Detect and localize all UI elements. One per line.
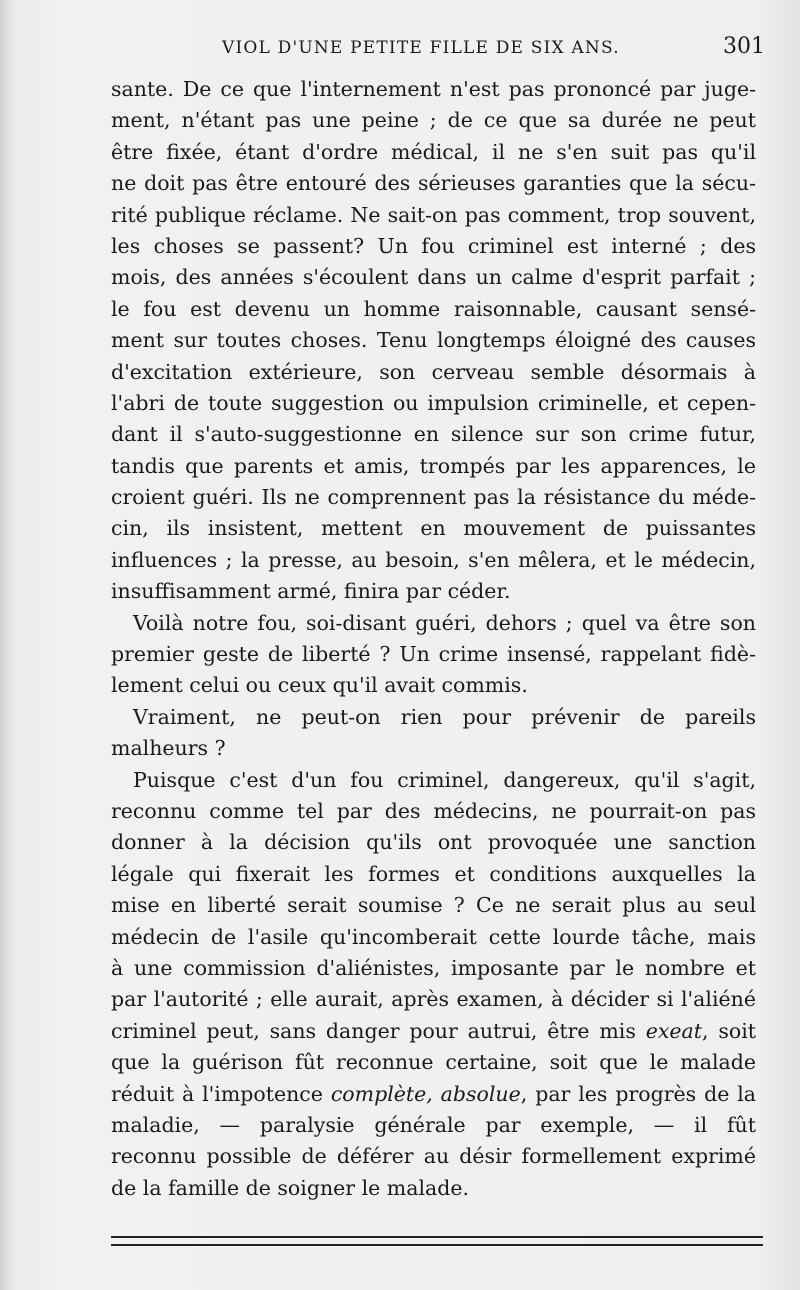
footer-rule-top — [111, 1236, 763, 1238]
text-line: que la guérison fût reconnue certaine, soit que le malade — [111, 1050, 756, 1075]
text-line: insuffisamment armé, finira par céder. — [111, 579, 511, 604]
page-header — [110, 34, 765, 70]
text-line: ne doit pas être entouré des sérieuses garanties que la sécu- — [111, 171, 756, 196]
text-line: Vraiment, ne peut-on rien pour prévenir de pareils — [133, 704, 756, 729]
text-line: Puisque c'est d'un fou criminel, dangereux, qu'il s'agit, — [133, 767, 756, 792]
text-line: les choses se passent? Un fou criminel est interné ; des — [111, 233, 756, 258]
text-line: médecin de l'asile qu'incomberait cette lourde tâche, mais — [111, 924, 756, 949]
text-line: dant il s'auto-suggestionne en silence sur son crime futur, — [111, 422, 756, 447]
text-line: croient guéri. Ils ne comprennent pas la résistance du méde- — [111, 485, 756, 510]
text-line: par l'autorité ; elle aurait, après examen, à décider si l'aliéné — [111, 987, 756, 1012]
text-line: lement celui ou ceux qu'il avait commis. — [111, 673, 528, 698]
text-line: reconnu possible de déférer au désir formellement exprimé — [111, 1144, 756, 1169]
text-line: mise en liberté serait soumise ? Ce ne serait plus au seul — [111, 893, 756, 918]
running-title: VIOL D'UNE PETITE FILLE DE SIX ANS. — [222, 38, 620, 58]
text-line: reconnu comme tel par des médecins, ne pourrait-on pas — [111, 798, 756, 823]
text-line: influences ; la presse, au besoin, s'en mêlera, et le médecin, — [111, 547, 756, 572]
text-line: rité publique réclame. Ne sait-on pas comment, trop souvent, — [111, 202, 756, 227]
text-line: ment sur toutes choses. Tenu longtemps éloigné des causes — [111, 328, 756, 353]
text-line: tandis que parents et amis, trompés par les apparences, le — [111, 453, 756, 478]
text-line: le fou est devenu un homme raisonnable, causant sensé- — [111, 296, 756, 321]
page-number: 301 — [723, 34, 765, 59]
text-line: légale qui fixerait les formes et conditions auxquelles la — [111, 861, 756, 886]
text-line: maladie, — paralysie générale par exemple, — il fût — [111, 1112, 756, 1137]
text-line: malheurs ? — [111, 736, 226, 761]
text-line: d'excitation extérieure, son cerveau semble désormais à — [111, 359, 756, 384]
text-line: criminel peut, sans danger pour autrui, être mis exeat, soit — [111, 1018, 756, 1043]
text-line: sante. De ce que l'internement n'est pas prononcé par juge- — [111, 77, 756, 101]
body-text — [111, 74, 756, 1204]
text-line: Voilà notre fou, soi-disant guéri, dehors ; quel va être son — [133, 610, 756, 635]
text-line: donner à la décision qu'ils ont provoquée une sanction — [111, 830, 756, 855]
text-line: premier geste de liberté ? Un crime insensé, rappelant fidè- — [111, 642, 756, 667]
text-line: l'abri de toute suggestion ou impulsion criminelle, et cepen- — [111, 390, 756, 415]
text-line: être fixée, étant d'ordre médical, il ne s'en suit pas qu'il — [111, 139, 756, 164]
text-line: ment, n'étant pas une peine ; de ce que sa durée ne peut — [111, 108, 756, 133]
text-line: cin, ils insistent, mettent en mouvement de puissantes — [111, 516, 756, 541]
footer-rule-bottom — [111, 1244, 763, 1246]
text-line: réduit à l'impotence complète, absolue, par les progrès de la — [111, 1081, 757, 1106]
text-line: mois, des années s'écoulent dans un calme d'esprit parfait ; — [111, 265, 756, 290]
text-line: de la famille de soigner le malade. — [111, 1175, 470, 1200]
text-line: à une commission d'aliénistes, imposante par le nombre et — [111, 955, 756, 980]
